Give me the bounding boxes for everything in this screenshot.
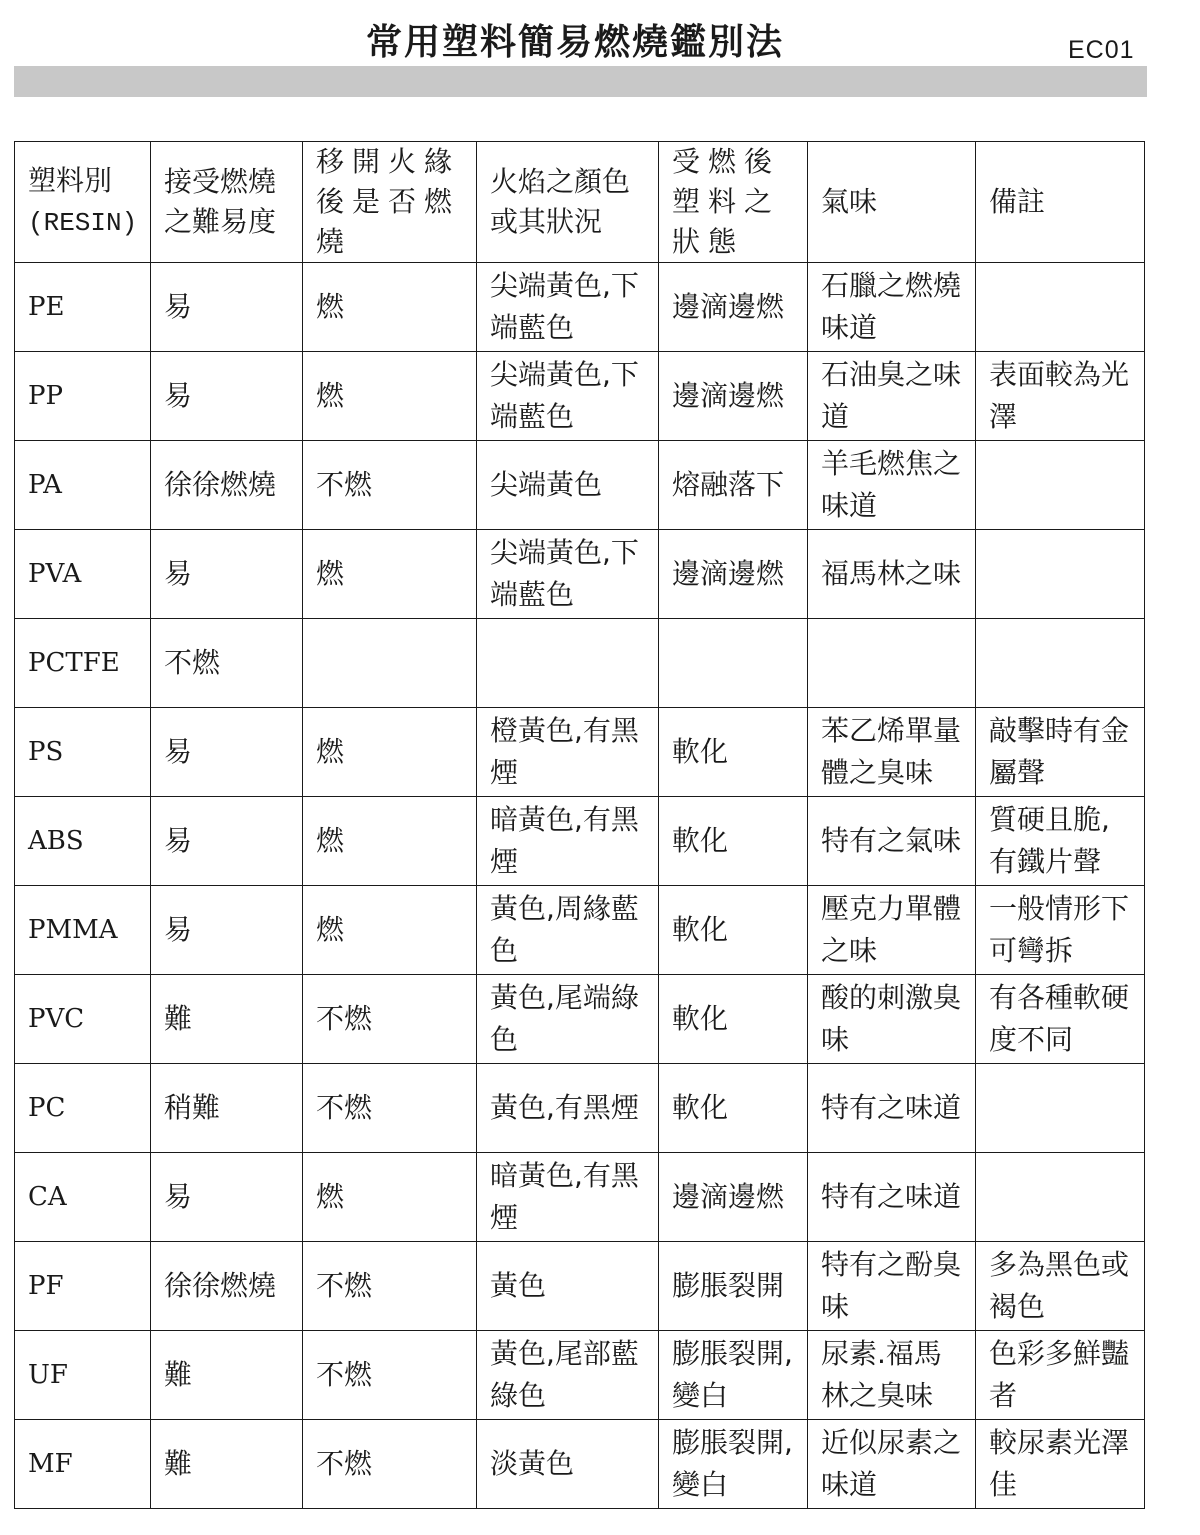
table-row [15, 886, 1145, 975]
document-code: EC01 [1068, 36, 1135, 64]
cell-self-extinguish: 燃 [303, 263, 477, 352]
table-body [15, 263, 1145, 1509]
cell-self-extinguish: 不燃 [303, 975, 477, 1064]
cell-self-extinguish: 燃 [303, 708, 477, 797]
cell-ease: 不燃 [151, 619, 303, 708]
cell-remark: 敲擊時有金屬聲 [976, 708, 1145, 797]
cell-odor: 酸的刺激臭味 [808, 975, 976, 1064]
cell-flame: 黃色,周緣藍色 [477, 886, 659, 975]
cell-state: 軟化 [659, 708, 808, 797]
cell-remark [976, 1064, 1145, 1153]
cell-resin: ABS [15, 797, 151, 886]
cell-resin: MF [15, 1420, 151, 1509]
cell-resin: PE [15, 263, 151, 352]
resin-burn-test-table [14, 141, 1145, 1509]
cell-flame: 橙黃色,有黑煙 [477, 708, 659, 797]
header-remark: 備註 [976, 142, 1145, 263]
cell-odor: 羊毛燃焦之味道 [808, 441, 976, 530]
cell-state: 熔融落下 [659, 441, 808, 530]
table-row [15, 1153, 1145, 1242]
cell-remark: 色彩多鮮豔者 [976, 1331, 1145, 1420]
cell-remark [976, 530, 1145, 619]
cell-self-extinguish: 燃 [303, 1153, 477, 1242]
cell-remark: 表面較為光澤 [976, 352, 1145, 441]
cell-resin: PA [15, 441, 151, 530]
cell-state: 軟化 [659, 975, 808, 1064]
table-row [15, 975, 1145, 1064]
cell-ease: 徐徐燃燒 [151, 1242, 303, 1331]
table-row [15, 797, 1145, 886]
cell-odor: 特有之味道 [808, 1064, 976, 1153]
cell-self-extinguish: 不燃 [303, 1064, 477, 1153]
cell-resin: PP [15, 352, 151, 441]
cell-self-extinguish: 燃 [303, 352, 477, 441]
cell-flame: 尖端黃色,下端藍色 [477, 352, 659, 441]
header-ease: 接受燃燒之難易度 [151, 142, 303, 263]
cell-state: 邊滴邊燃 [659, 352, 808, 441]
cell-state: 膨脹裂開,變白 [659, 1420, 808, 1509]
cell-ease: 易 [151, 797, 303, 886]
cell-odor [808, 619, 976, 708]
cell-ease: 徐徐燃燒 [151, 441, 303, 530]
title-bar [14, 66, 1147, 97]
cell-resin: PF [15, 1242, 151, 1331]
cell-flame: 黃色,尾部藍綠色 [477, 1331, 659, 1420]
cell-self-extinguish: 不燃 [303, 441, 477, 530]
cell-ease: 稍難 [151, 1064, 303, 1153]
cell-flame: 黃色,尾端綠色 [477, 975, 659, 1064]
cell-remark: 多為黑色或褐色 [976, 1242, 1145, 1331]
cell-remark: 質硬且脆,有鐵片聲 [976, 797, 1145, 886]
table-row [15, 1242, 1145, 1331]
cell-resin: CA [15, 1153, 151, 1242]
cell-self-extinguish: 燃 [303, 886, 477, 975]
cell-ease: 易 [151, 530, 303, 619]
header-self-extinguish: 移開火緣後是否燃燒 [303, 142, 477, 263]
cell-ease: 易 [151, 263, 303, 352]
cell-state [659, 619, 808, 708]
cell-resin: PC [15, 1064, 151, 1153]
cell-remark: 一般情形下可彎拆 [976, 886, 1145, 975]
cell-ease: 難 [151, 1420, 303, 1509]
cell-resin: PCTFE [15, 619, 151, 708]
cell-flame: 暗黃色,有黑煙 [477, 797, 659, 886]
document-title: 常用塑料簡易燃燒鑑別法 [365, 22, 784, 63]
cell-odor: 苯乙烯單量體之臭味 [808, 708, 976, 797]
cell-self-extinguish: 燃 [303, 530, 477, 619]
table-row [15, 352, 1145, 441]
cell-resin: UF [15, 1331, 151, 1420]
cell-remark [976, 619, 1145, 708]
header-resin-en: (RESIN) [28, 208, 138, 238]
cell-odor: 近似尿素之味道 [808, 1420, 976, 1509]
cell-flame: 黃色 [477, 1242, 659, 1331]
header-odor: 氣味 [808, 142, 976, 263]
cell-resin: PVA [15, 530, 151, 619]
cell-remark [976, 441, 1145, 530]
cell-odor: 壓克力單體之味 [808, 886, 976, 975]
table-row [15, 619, 1145, 708]
cell-state: 邊滴邊燃 [659, 263, 808, 352]
cell-flame: 暗黃色,有黑煙 [477, 1153, 659, 1242]
cell-odor: 特有之酚臭味 [808, 1242, 976, 1331]
cell-self-extinguish: 燃 [303, 797, 477, 886]
cell-odor: 尿素.福馬林之臭味 [808, 1331, 976, 1420]
table-row [15, 1064, 1145, 1153]
cell-ease: 易 [151, 352, 303, 441]
header-state: 受燃後塑料之狀態 [659, 142, 808, 263]
table-row [15, 263, 1145, 352]
cell-ease: 易 [151, 708, 303, 797]
cell-odor: 特有之味道 [808, 1153, 976, 1242]
table-row [15, 530, 1145, 619]
table-row [15, 1420, 1145, 1509]
cell-self-extinguish: 不燃 [303, 1242, 477, 1331]
cell-resin: PVC [15, 975, 151, 1064]
cell-state: 邊滴邊燃 [659, 530, 808, 619]
table-row [15, 708, 1145, 797]
cell-state: 軟化 [659, 797, 808, 886]
cell-state: 軟化 [659, 886, 808, 975]
cell-flame: 尖端黃色,下端藍色 [477, 263, 659, 352]
cell-odor: 特有之氣味 [808, 797, 976, 886]
cell-self-extinguish: 不燃 [303, 1420, 477, 1509]
cell-remark [976, 1153, 1145, 1242]
cell-ease: 易 [151, 1153, 303, 1242]
cell-self-extinguish: 不燃 [303, 1331, 477, 1420]
cell-resin: PS [15, 708, 151, 797]
cell-odor: 福馬林之味 [808, 530, 976, 619]
header-resin [15, 142, 151, 263]
cell-remark: 有各種軟硬度不同 [976, 975, 1145, 1064]
header-resin-label: 塑料別 [28, 164, 113, 197]
table-row [15, 1331, 1145, 1420]
cell-state: 膨脹裂開 [659, 1242, 808, 1331]
cell-flame [477, 619, 659, 708]
header-flame: 火焰之顏色或其狀況 [477, 142, 659, 263]
table-row [15, 441, 1145, 530]
cell-self-extinguish [303, 619, 477, 708]
cell-remark [976, 263, 1145, 352]
cell-state: 膨脹裂開,變白 [659, 1331, 808, 1420]
cell-ease: 難 [151, 1331, 303, 1420]
cell-state: 邊滴邊燃 [659, 1153, 808, 1242]
cell-remark: 較尿素光澤佳 [976, 1420, 1145, 1509]
cell-odor: 石油臭之味道 [808, 352, 976, 441]
table-header-row [15, 142, 1145, 263]
cell-ease: 難 [151, 975, 303, 1064]
cell-resin: PMMA [15, 886, 151, 975]
cell-flame: 尖端黃色 [477, 441, 659, 530]
cell-flame: 尖端黃色,下端藍色 [477, 530, 659, 619]
cell-state: 軟化 [659, 1064, 808, 1153]
cell-flame: 淡黃色 [477, 1420, 659, 1509]
cell-flame: 黃色,有黑煙 [477, 1064, 659, 1153]
cell-odor: 石臘之燃燒味道 [808, 263, 976, 352]
cell-ease: 易 [151, 886, 303, 975]
